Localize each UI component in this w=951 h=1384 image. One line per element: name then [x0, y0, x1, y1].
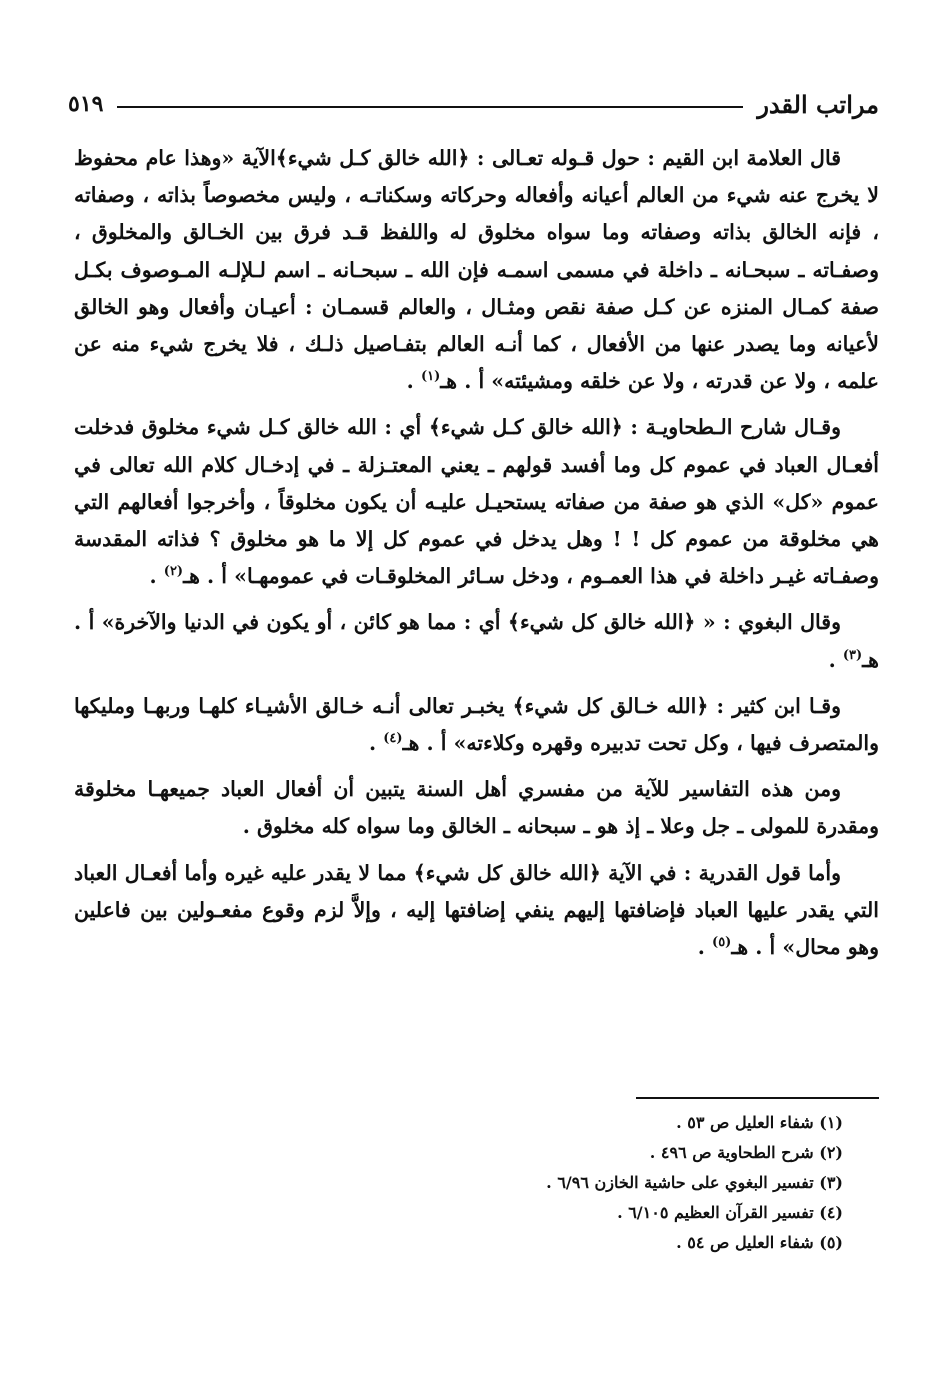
running-title: مراتب القدر: [757, 89, 879, 119]
main-text: [74, 140, 879, 975]
paragraph: وأما قول القدرية : في الآية ﴿الله خالق كل شيء﴾ مما لا يقدر عليه غيره وأما أفعـال العباد التي يقدر عليها العباد فإضافتها إليهم ينفي إضافتها إليه ، وإلاَّ لزم وقوع مفعـولين بين فاعلين وهو محال» أ . هـ$^{(٥)}$ .: [74, 860, 879, 960]
footnote-marker: (٥): [712, 935, 732, 951]
footnote: (٣) تفسير البغوي على حاشية الخازن ٦/٩٦ .: [546, 1173, 843, 1192]
footnote-marker: (١): [420, 369, 441, 385]
footnote: (٥) شفاء العليل ص ٥٤ .: [676, 1233, 843, 1252]
page-number: ٥١٩: [68, 91, 104, 117]
footnote-marker: (٢): [163, 564, 184, 580]
paragraph: وقـا ابن كثير : ﴿الله خـالق كل شيء﴾ يخبـر تعالى أنـه خـالق الأشيـاء كلهـا وربهـا ومليكها والمتصرف فيها ، وكل تحت تدبيره وقهره وكلاءته» أ . هـ$^{(٤)}$ .: [74, 693, 879, 756]
paragraph: قال العلامة ابن القيم : حول قـوله تعـالى : ﴿الله خالق كـل شيء﴾الآية «وهذا عام محفوظ لا يخرج عنه شيء من العالم أعيانه وأفعاله وحركاته وسكناتـه ، وليس مخصوصاً بذاته ، وصفاته ، فإنه الخالق بذاته وصفاته وما سواه مخلوق له واللفظ قـد فرق بين الخـالق والمخلوق ، وصفـاته ـ سبحـانه ـ داخلة في مسمى اسمـه فإن الله ـ سبحـانه ـ اسم لـلإلـه المـوصوف بكـل صفة كمـال المنزه عن كـل صفة نقص ومثـال ، والعالم قسمـان : أعيـان وأفعال وهو الخالق لأعيانه وما يصدر عنها من الأفعال ، كما أنـه العالم بتفـاصيل ذلـك ، فلا يخرج شيء منه عن علمه ، ولا عن قدرته ، ولا عن خلقه ومشيئته» أ . هـ$^{(١)}$ .: [74, 146, 879, 394]
header-rule: [117, 106, 743, 108]
footnote-separator: [636, 1097, 879, 1099]
footnotes: [343, 1108, 843, 1258]
footnote: (٤) تفسير القرآن العظيم ٦/١٠٥ .: [617, 1203, 843, 1222]
page-header: [68, 82, 879, 126]
paragraph: ومن هذه التفاسير للآية من مفسري أهل السنة يتبين أن أفعال العباد جميعهـا مخلوقة ومقدرة للمولى ـ جل وعلا ـ إذ هو ـ سبحانه ـ الخالق وما سواه كله مخلوق .: [74, 777, 879, 839]
paragraph: وقال البغوي : « ﴿الله خالق كل شيء﴾ أي : مما هو كائن ، أو يكون في الدنيا والآخرة» أ . هـ$^{(٣)}$ .: [74, 610, 879, 672]
paragraph: وقـال شارح الـطحاويـة : ﴿الله خالق كـل شيء﴾ أي : الله خالق كـل شيء مخلوق فدخلت أفعـال العباد في عموم كل وما أفسد قولهم ـ يعني المعتـزلة ـ في إدخـال كلام الله تعالى في عموم «كل» الذي هو صفة من صفاته يستحيـل عليـه أن يكون مخلوقاً ، وأخرجوا أفعالهم التي هي مخلوقة من عموم كل ! ! وهل يدخل في عموم كل إلا ما هو مخلوق ؟ فذاته المقدسة وصفـاته غيـر داخلة في هذا العمـوم ، ودخل سـائر المخلوقـات في عمومهـا» أ . هـ$^{(٢)}$ .: [74, 415, 879, 589]
footnote: (٢) شرح الطحاوية ص ٤٩٦ .: [649, 1143, 843, 1162]
footnote-marker: (٤): [383, 731, 403, 747]
footnote: (١) شفاء العليل ص ٥٣ .: [676, 1113, 843, 1132]
footnote-marker: (٣): [842, 647, 863, 663]
